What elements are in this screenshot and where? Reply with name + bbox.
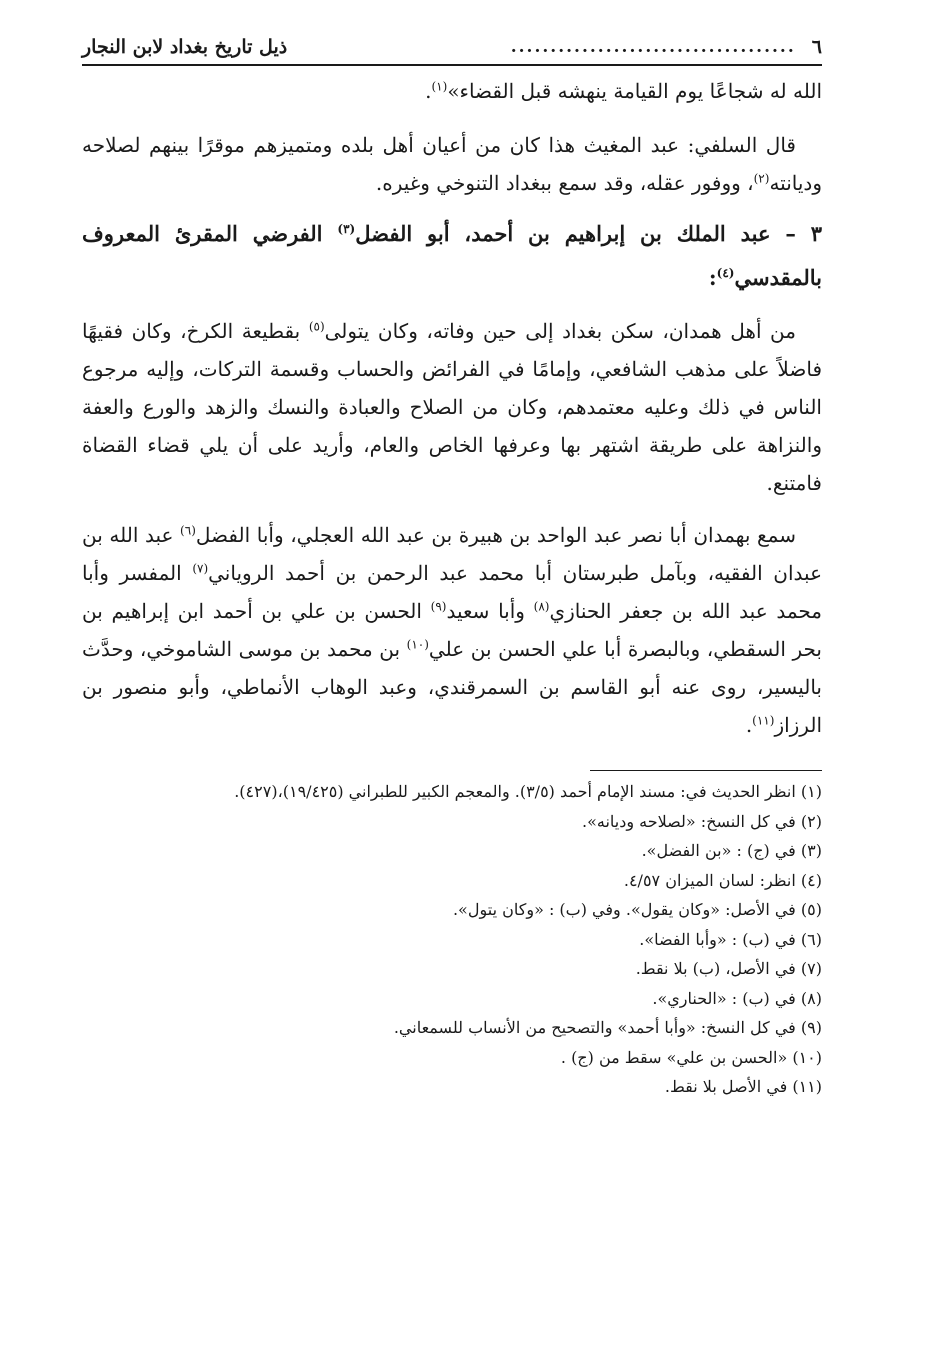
footnote-9: (٩) في كل النسخ: «وأبا أحمد» والتصحيح من الأنساب للسمعاني. [393,1018,822,1037]
text-segment: الحسن بن علي بن أحمد ابن إبراهيم بن بحر السقطي، وبالبصرة أبا علي الحسن بن علي [82,599,822,661]
text-segment: . [425,79,432,103]
text-segment: ، ووفور عقله، وقد سمع ببغداد التنوخي وغيره. [375,171,754,195]
footnote-separator [590,770,822,771]
heading-segment: الفرضي المقرئ المعروف بالمقدسي [82,221,822,290]
footnote-8: (٨) في (ب) : «الحناري». [652,988,822,1008]
paragraph-teachers [82,516,822,744]
text-segment: عبد الله بن عبدان الفقيه، وبآمل طبرستان أبا محمد عبد الرحمن بن أحمد الروياني [82,523,823,585]
text-segment: وأبا سعيد [446,599,534,623]
footnote-6: (٦) في (ب) : «وأبا الفضا». [639,929,822,949]
footnote-ref-10[interactable]: (١٠) [406,637,429,652]
text-segment: سمع بهمدان أبا نصر عبد الواحد بن هبيرة بن عبد الله العجلي، وأبا الفضل [195,523,796,547]
footnote-ref-8[interactable]: (٨) [533,599,550,614]
footnote-10: (١٠) «الحسن بن علي» سقط من (ج) . [560,1047,822,1067]
footnote-11: (١١) في الأصل بلا نقط. [664,1077,822,1096]
header-leader-dots: .................................... [510,38,796,56]
footnote-ref-6[interactable]: (٦) [180,523,196,538]
heading-segment: ٣ – عبد الملك بن إبراهيم بن أحمد، أبو الفضل [355,221,823,246]
paragraph-silafi-quote [82,126,822,202]
footnote-4: (٤) انظر: لسان الميزان ٤/٥٧. [623,870,822,890]
book-title: ذيل تاريخ بغداد لابن النجار [82,36,288,58]
text-segment: الله له شجاعًا يوم القيامة ينهشه قبل القضاء» [447,79,822,103]
heading-segment: : [708,265,717,290]
footnote-ref-11[interactable]: (١١) [752,713,775,728]
text-segment: . [745,713,753,737]
biography-entry-heading [82,212,822,300]
footnotes-section [82,777,822,1102]
footnote-ref-2[interactable]: (٢) [753,171,770,186]
paragraph-hadith-ending [82,72,822,110]
footnote-1: (١) انظر الحديث في: مسند الإمام أحمد (٣/٥). والمعجم الكبير للطبراني (١٩/٤٢٥)،(٤٢٧). [234,782,822,801]
text-segment: المفسر وأبا محمد عبد الله بن جعفر الحنازي [82,561,823,623]
running-header [82,30,822,66]
text-segment: قال السلفي: عبد المغيث هذا كان من أعيان أهل بلده ومتميزهم موقرًا بينهم لصلاحه وديانته [82,133,822,195]
book-page [82,30,822,1102]
footnote-ref-4[interactable]: (٤) [716,266,735,280]
footnote-7: (٧) في الأصل، (ب) بلا نقط. [635,959,822,978]
footnote-ref-9[interactable]: (٩) [430,599,447,614]
footnote-3: (٣) في (ج) : «بن الفضل». [641,841,822,860]
text-segment: بن محمد بن موسى الشاموخي، وحدَّث باليسير، روى عنه أبو القاسم بن السمرقندي، وعبد الوهاب الأنماطي، وأبو منصور بن الرزاز [82,637,822,737]
main-text [82,72,822,744]
footnote-ref-7[interactable]: (٧) [192,561,209,576]
page-number: ٦ [811,36,822,58]
footnote-ref-3[interactable]: (٣) [337,222,356,236]
footnote-2: (٢) في كل النسخ: «لصلاحه وديانه». [581,811,822,831]
paragraph-biography [82,312,822,502]
text-segment: بقطيعة الكرخ، وكان فقيهًا فاضلاً على مذهب الشافعي، وإمامًا في الفرائض والحساب وقسمة التركات، وإليه مرجوع الناس في ذلك وعليه معتمدهم، وكان من الصلاح والعبادة والنسك والزهد والورع والعفة والنزاهة على طريقة اشتهر بها وعرفها الخاص والعام، وأريد على أن يلي قضاء القضاة فامتنع. [82,319,822,495]
text-segment: من أهل همدان، سكن بغداد إلى حين وفاته، وكان يتولى [324,319,796,343]
footnote-ref-5[interactable]: (٥) [308,319,325,334]
footnote-5: (٥) في الأصل: «وكان يقول». وفي (ب) : «وكان يتول». [452,900,822,919]
footnote-ref-1[interactable]: (١) [431,79,448,94]
